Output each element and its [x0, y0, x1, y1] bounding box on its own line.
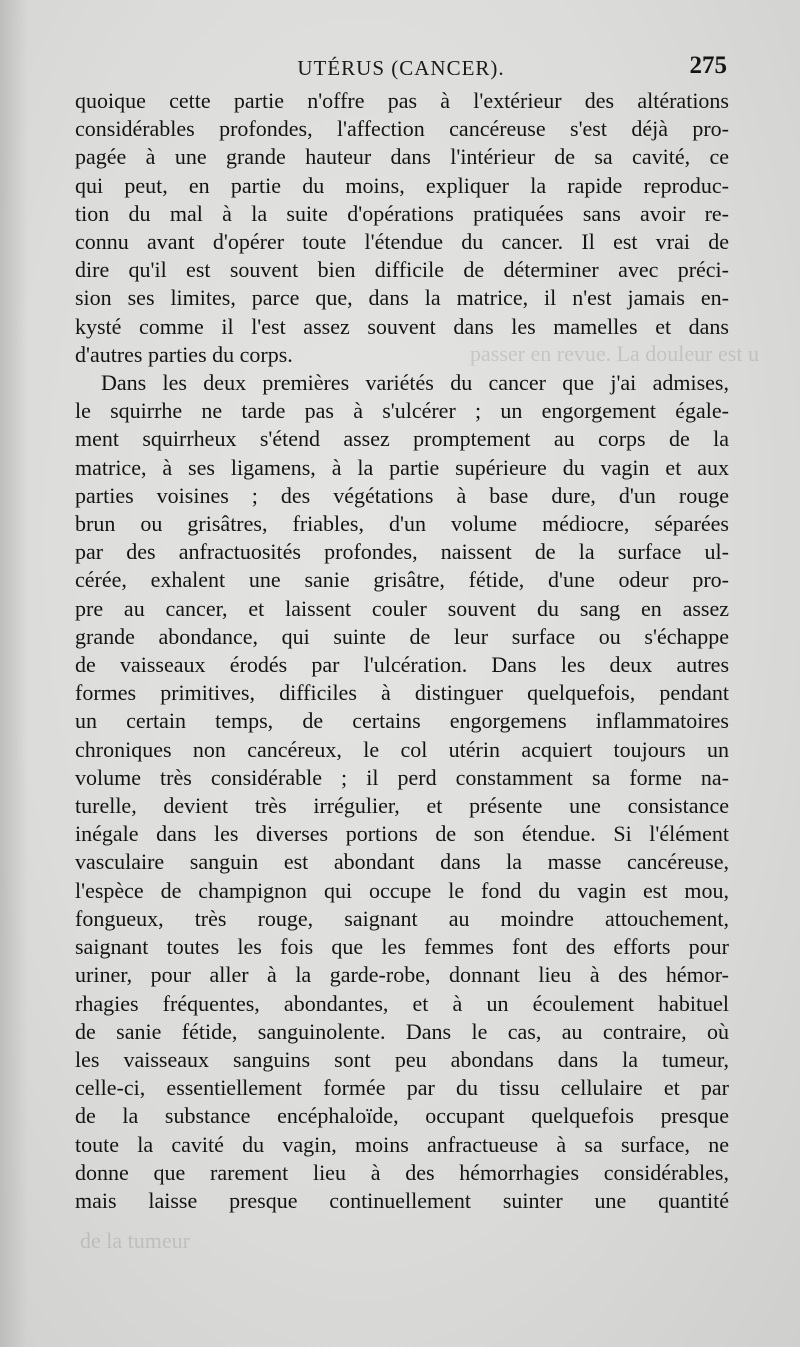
- text-line: toute la cavité du vagin, moins anfractueuse à sa surface, ne: [75, 1131, 729, 1157]
- text-line: uriner, pour aller à la garde-robe, donnant lieu à des hémor-: [75, 962, 729, 988]
- text-line: Dans les deux premières variétés du cancer que j'ai admises,: [101, 370, 729, 396]
- text-line: le squirrhe ne tarde pas à s'ulcérer ; un engorgement égale-: [75, 398, 729, 424]
- text-line: rhagies fréquentes, abondantes, et à un écoulement habituel: [75, 990, 729, 1016]
- text-line: considérables profondes, l'affection cancéreuse s'est déjà pro-: [75, 116, 729, 142]
- text-line: grande abondance, qui suinte de leur surface ou s'échappe: [75, 623, 729, 649]
- bleed-through-text: passer en revue. La douleur est u: [470, 341, 759, 366]
- text-line: kysté comme il l'est assez souvent dans les mamelles et dans: [75, 313, 729, 339]
- text-line: matrice, à ses ligamens, à la partie supérieure du vagin et aux: [75, 454, 729, 480]
- text-line: qui peut, en partie du moins, expliquer la rapide reproduc-: [75, 172, 729, 198]
- text-line: turelle, devient très irrégulier, et présente une consistance: [75, 793, 729, 819]
- text-line: pagée à une grande hauteur dans l'intérieur de sa cavité, ce: [75, 144, 729, 170]
- text-line: l'espèce de champignon qui occupe le fond du vagin est mou,: [75, 877, 729, 903]
- page-header: [75, 52, 727, 84]
- text-line: de vaisseaux érodés par l'ulcération. Dans les deux autres: [75, 652, 729, 678]
- text-line: saignant toutes les fois que les femmes font des efforts pour: [75, 934, 729, 960]
- gutter-shadow: [0, 0, 28, 1347]
- text-line: vasculaire sanguin est abondant dans la masse cancéreuse,: [75, 849, 729, 875]
- paragraph: [75, 369, 729, 1215]
- body-text: [75, 87, 729, 1215]
- text-line: dire qu'il est souvent bien difficile de déterminer avec préci-: [75, 257, 729, 283]
- text-line: parties voisines ; des végétations à base dure, d'un rouge: [75, 482, 729, 508]
- bleed-through-text: de la tumeur: [80, 1228, 190, 1253]
- text-line: de sanie fétide, sanguinolente. Dans le cas, au contraire, où: [75, 1018, 729, 1044]
- text-line: celle-ci, essentiellement formée par du tissu cellulaire et par: [75, 1075, 729, 1101]
- text-line: d'autres parties du corps.: [75, 341, 293, 367]
- text-line: de la substance encéphaloïde, occupant quelquefois presque: [75, 1103, 729, 1129]
- text-line: donne que rarement lieu à des hémorrhagies considérables,: [75, 1159, 729, 1185]
- text-line: ment squirrheux s'étend assez promptement au corps de la: [75, 426, 729, 452]
- text-line: par des anfractuosités profondes, naissent de la surface ul-: [75, 539, 729, 565]
- text-line: un certain temps, de certains engorgemens inflammatoires: [75, 708, 729, 734]
- text-line: formes primitives, difficiles à distinguer quelquefois, pendant: [75, 680, 729, 706]
- text-line: les vaisseaux sanguins sont peu abondans dans la tumeur,: [75, 1046, 729, 1072]
- text-line: volume très considérable ; il perd constamment sa forme na-: [75, 764, 729, 790]
- paragraph: [75, 87, 729, 369]
- text-line: quoique cette partie n'offre pas à l'extérieur des altérations: [75, 88, 729, 113]
- text-line: tion du mal à la suite d'opérations pratiquées sans avoir re-: [75, 200, 729, 226]
- running-title: UTÉRUS (CANCER).: [297, 56, 505, 80]
- text-line: chroniques non cancéreux, le col utérin acquiert toujours un: [75, 736, 729, 762]
- text-line: connu avant d'opérer toute l'étendue du cancer. Il est vrai de: [75, 229, 729, 255]
- page-number: 275: [689, 52, 727, 79]
- text-line: cérée, exhalent une sanie grisâtre, fétide, d'une odeur pro-: [75, 567, 729, 593]
- text-line: brun ou grisâtres, friables, d'un volume médiocre, séparées: [75, 511, 729, 537]
- text-line: inégale dans les diverses portions de son étendue. Si l'élément: [75, 821, 729, 847]
- text-line: sion ses limites, parce que, dans la matrice, il n'est jamais en-: [75, 285, 729, 311]
- text-line: fongueux, très rouge, saignant au moindre attouchement,: [75, 905, 729, 931]
- text-line: mais laisse presque continuellement suinter une quantité: [75, 1187, 729, 1213]
- text-line: pre au cancer, et laissent couler souvent du sang en assez: [75, 595, 729, 621]
